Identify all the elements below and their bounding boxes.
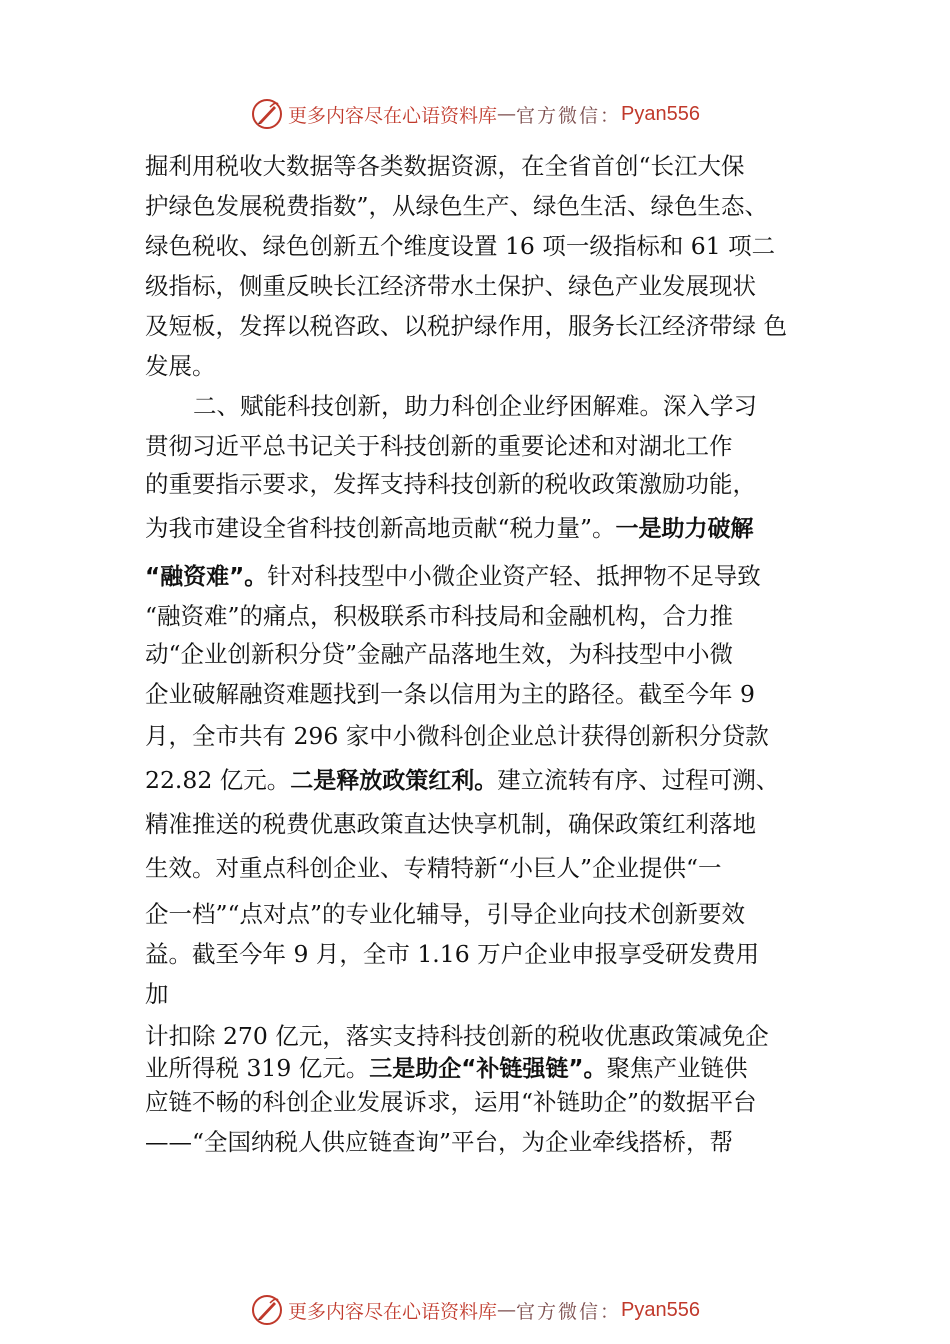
text-line: 计扣除 270 亿元，落实支持科技创新的税收优惠政策减免企 [145,1022,769,1050]
text-line: 发展。 [145,352,216,380]
text-line [145,1052,748,1084]
text-line: 月，全市共有 296 家中小微科创企业总计获得创新积分贷款 [145,722,769,750]
text-segment: 建立流转有序、过程可溯、 [497,766,780,794]
section-two-heading-line: 二、赋能科技创新，助力科创企业纾困解难。深入学习 [193,392,757,420]
text-line: 企业破解融资难题找到一条以信用为主的路径。截至今年 9 [145,680,755,708]
watermark-brand: 更多内容尽在心语资料库 [288,104,498,127]
text-line: 动“企业创新积分贷”金融产品落地生效，为科技型中小微 [145,640,734,668]
text-line: 贯彻习近平总书记关于科技创新的重要论述和对湖北工作 [145,432,733,460]
text-segment: 为我市建设全省科技创新高地贡献“税力量”。 [145,514,616,542]
bold-point-one-cont: “融资难”。 [145,564,268,590]
quill-logo-icon [250,97,284,131]
watermark-wechat-label: 官方微信： [516,104,622,127]
text-line: ——“全国纳税人供应链查询”平台，为企业牵线搭桥，帮 [145,1128,734,1156]
text-line [145,560,761,592]
text-line [145,512,754,544]
text-line: 企一档”“点对点”的专业化辅导，引导企业向技术创新要效 [145,900,746,928]
watermark-wechat-label: 官方微信： [516,1300,622,1323]
watermark-account: Pyan556 [621,102,700,125]
text-line [145,764,779,796]
text-line: 加 [145,980,169,1008]
text-line: 绿色税收、绿色创新五个维度设置 16 项一级指标和 61 项二 [145,232,776,260]
footer-watermark [0,1290,950,1330]
text-segment: 业所得税 319 亿元。 [145,1054,370,1082]
text-line: 应链不畅的科创企业发展诉求，运用“补链助企”的数据平台 [145,1088,757,1116]
watermark-brand: 更多内容尽在心语资料库 [288,1300,498,1323]
watermark-account: Pyan556 [621,1298,700,1321]
text-line: 级指标，侧重反映长江经济带水土保护、绿色产业发展现状 [145,272,756,300]
watermark-dash: — [497,103,517,125]
text-line: 及短板，发挥以税咨政、以税护绿作用，服务长江经济带绿 色 [145,312,787,340]
text-segment: 聚焦产业链供 [606,1054,748,1082]
text-line: 掘利用税收大数据等各类数据资源，在全省首创“长江大保 [145,152,745,180]
watermark-dash: — [497,1299,517,1321]
text-segment: 针对科技型中小微企业资产轻、抵押物不足导致 [267,562,761,590]
quill-logo-icon [250,1293,284,1327]
bold-point-one: 一是助力破解 [615,516,754,542]
bold-point-three: 三是助企“补链强链”。 [369,1056,607,1082]
text-line: 益。截至今年 9 月，全市 1.16 万户企业申报享受研发费用 [145,940,760,968]
text-line: 精准推送的税费优惠政策直达快享机制，确保政策红利落地 [145,810,756,838]
text-line: “融资难”的痛点，积极联系市科技局和金融机构，合力推 [145,602,734,630]
text-line: 生效。对重点科创企业、专精特新“小巨人”企业提供“一 [145,854,722,882]
text-segment: 22.82 亿元。 [145,766,291,794]
bold-point-two: 二是释放政策红利。 [290,768,498,794]
text-line: 的重要指示要求，发挥支持科技创新的税收政策激励功能， [145,470,756,498]
text-line: 护绿色发展税费指数”，从绿色生产、绿色生活、绿色生态、 [145,192,769,220]
header-watermark [0,94,950,134]
